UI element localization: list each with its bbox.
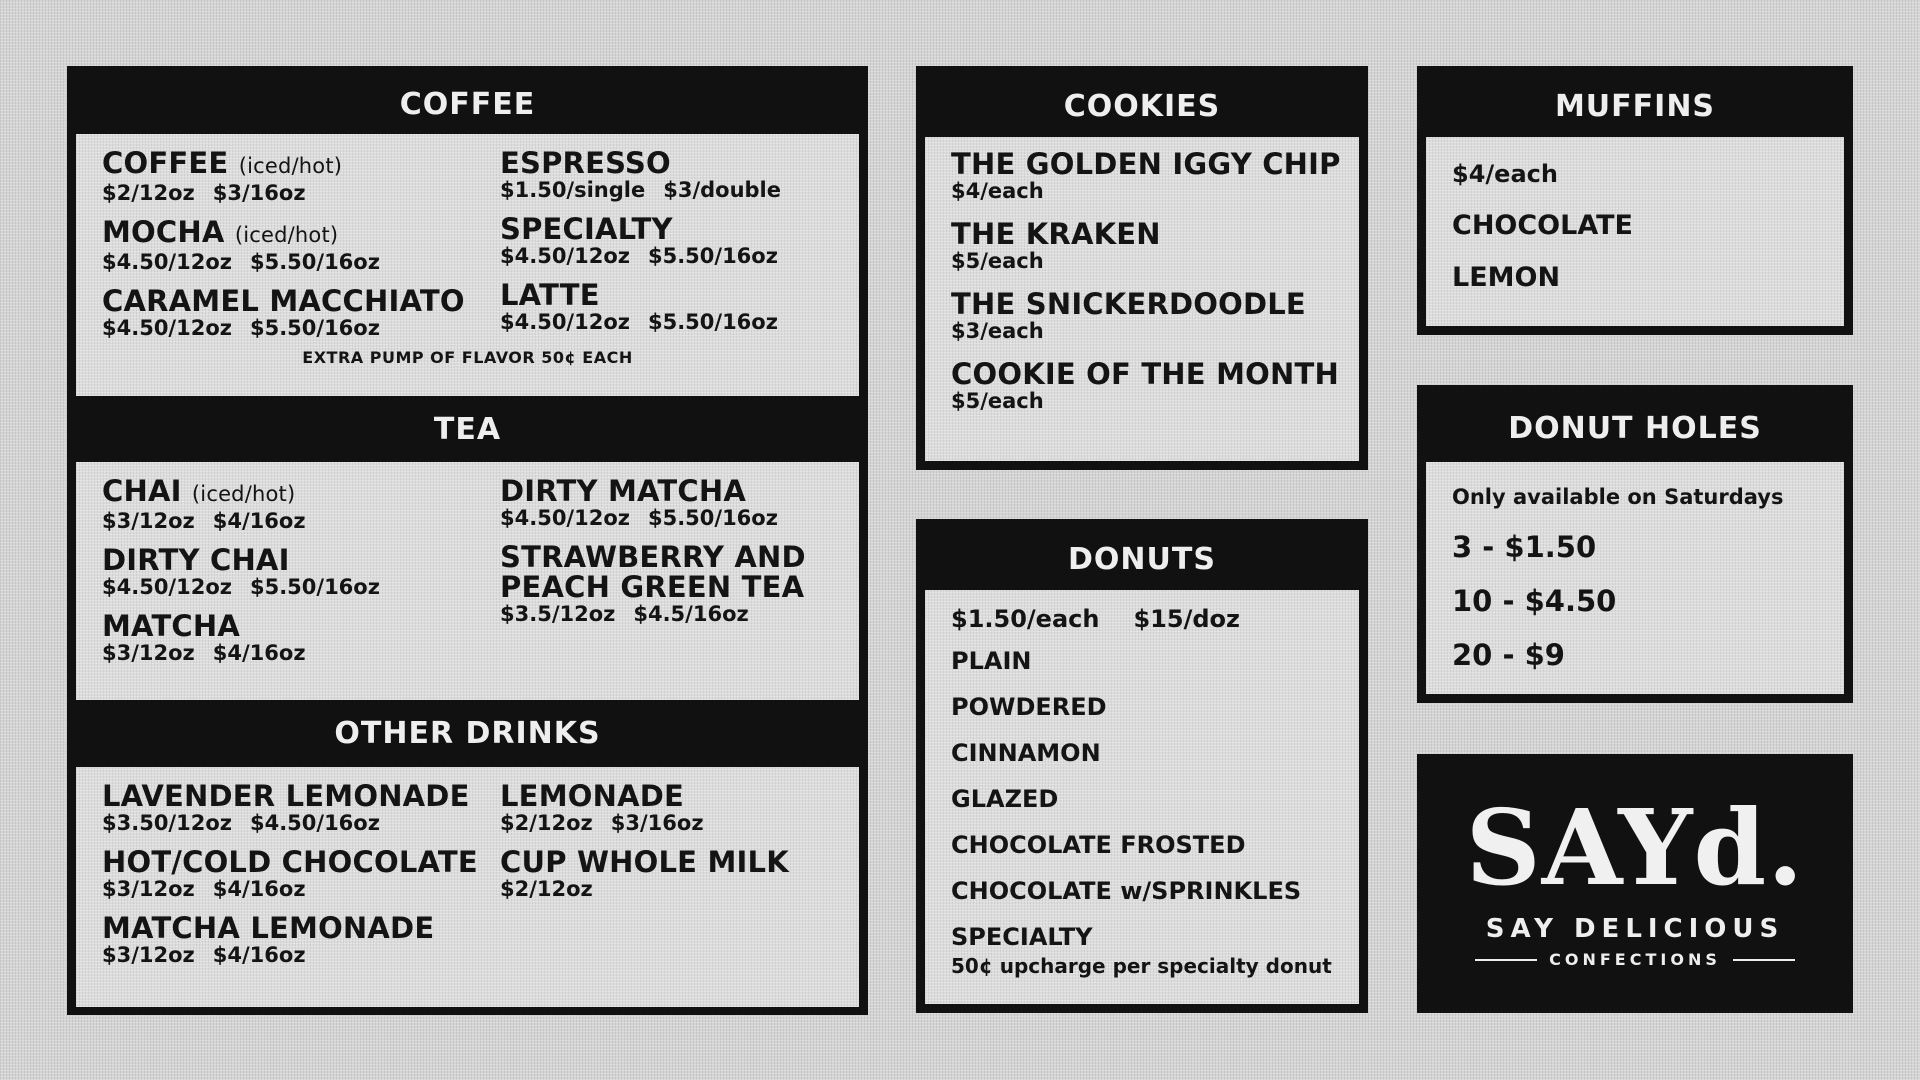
donut-holes-section xyxy=(1426,462,1844,694)
menu-item-coffee: COFFEE (iced/hot) $2/12oz $3/16oz xyxy=(102,146,343,205)
donuts-section-header: DONUTS xyxy=(1068,541,1216,577)
menu-item-mocha: MOCHA (iced/hot) $4.50/12oz $5.50/16oz xyxy=(102,215,380,274)
brand-tagline: SAY DELICIOUS xyxy=(1485,914,1785,944)
coffee-section-header: COFFEE xyxy=(399,87,536,122)
menu-item-matcha-lemonade: MATCHA LEMONADE $3/12oz $4/16oz xyxy=(102,911,435,967)
menu-item-dirty-chai: DIRTY CHAI $4.50/12oz $5.50/16oz xyxy=(102,543,380,599)
menu-item-dirty-matcha: DIRTY MATCHA $4.50/12oz $5.50/16oz xyxy=(500,474,778,530)
divider-line xyxy=(1733,959,1795,961)
cookie-item: THE GOLDEN IGGY CHIP $4/each xyxy=(951,147,1341,203)
donut-holes-section-header: DONUT HOLES xyxy=(1508,410,1762,446)
donuts-section xyxy=(925,590,1359,1004)
donut-hole-option: 10 - $4.50 xyxy=(1452,584,1617,618)
donuts-panel xyxy=(916,519,1368,1013)
menu-item-lemonade: LEMONADE $2/12oz $3/16oz xyxy=(500,779,704,835)
menu-item-specialty: SPECIALTY $4.50/12oz $5.50/16oz xyxy=(500,212,778,268)
brand-logo-wordmark: SAYd. xyxy=(1465,786,1805,909)
other-right-column xyxy=(500,781,833,979)
muffins-section xyxy=(1426,137,1844,326)
cookies-section xyxy=(925,137,1359,461)
cookie-item: COOKIE OF THE MONTH $5/each xyxy=(951,357,1339,413)
brand-logo-panel xyxy=(1417,754,1853,1013)
donut-item: CHOCOLATE FROSTED xyxy=(951,831,1246,859)
muffin-price: $4/each xyxy=(1452,160,1558,188)
tea-left-column xyxy=(102,476,500,677)
donut-item: SPECIALTY xyxy=(951,923,1093,951)
other-left-column xyxy=(102,781,500,979)
donut-hole-option: 20 - $9 xyxy=(1452,638,1565,672)
menu-item-hot-cold-chocolate: HOT/COLD CHOCOLATE $3/12oz $4/16oz xyxy=(102,845,478,901)
menu-item-strawberry-peach-green-tea: STRAWBERRY AND PEACH GREEN TEA $3.5/12oz $4.5/16oz xyxy=(500,540,806,626)
muffins-panel xyxy=(1417,66,1853,335)
other-drinks-section-header: OTHER DRINKS xyxy=(334,716,601,751)
tea-right-column xyxy=(500,476,833,677)
menu-item-latte: LATTE $4.50/12oz $5.50/16oz xyxy=(500,278,778,334)
menu-item-cup-whole-milk: CUP WHOLE MILK $2/12oz xyxy=(500,845,789,901)
saturday-only-note: Only available on Saturdays xyxy=(1452,485,1784,509)
donut-pricing: $1.50/each $15/doz xyxy=(951,605,1240,633)
muffin-item: LEMON xyxy=(1452,262,1561,293)
coffee-left-column xyxy=(102,148,500,352)
donut-hole-option: 3 - $1.50 xyxy=(1452,530,1597,564)
cookie-item: THE SNICKERDOODLE $3/each xyxy=(951,287,1306,343)
divider-line xyxy=(1475,959,1537,961)
muffins-section-header: MUFFINS xyxy=(1554,88,1716,124)
other-drinks-section xyxy=(76,767,859,1007)
cookies-panel xyxy=(916,66,1368,470)
flavor-pump-note: EXTRA PUMP OF FLAVOR 50¢ EACH xyxy=(302,348,633,367)
menu-item-caramel-macchiato: CARAMEL MACCHIATO $4.50/12oz $5.50/16oz xyxy=(102,284,465,340)
coffee-section xyxy=(76,134,859,396)
brand-subtitle: CONFECTIONS xyxy=(1417,950,1853,969)
donut-item: GLAZED xyxy=(951,785,1059,813)
tea-section-header: TEA xyxy=(433,411,502,447)
donut-item: CINNAMON xyxy=(951,739,1101,767)
menu-item-espresso: ESPRESSO $1.50/single $3/double xyxy=(500,146,781,202)
menu-item-matcha: MATCHA $3/12oz $4/16oz xyxy=(102,609,306,665)
cookies-section-header: COOKIES xyxy=(1063,88,1221,124)
menu-item-lavender-lemonade: LAVENDER LEMONADE $3.50/12oz $4.50/16oz xyxy=(102,779,470,835)
cookie-item: THE KRAKEN $5/each xyxy=(951,217,1161,273)
muffin-item: CHOCOLATE xyxy=(1452,210,1633,241)
menu-item-chai: CHAI (iced/hot) $3/12oz $4/16oz xyxy=(102,474,306,533)
donut-item: POWDERED xyxy=(951,693,1107,721)
tea-section xyxy=(76,462,859,700)
donut-holes-panel xyxy=(1417,385,1853,703)
specialty-upcharge-note: 50¢ upcharge per specialty donut xyxy=(951,954,1332,978)
donut-item: PLAIN xyxy=(951,647,1032,675)
drinks-panel xyxy=(67,66,868,1015)
donut-item: CHOCOLATE w/SPRINKLES xyxy=(951,877,1302,905)
coffee-right-column xyxy=(500,148,833,352)
